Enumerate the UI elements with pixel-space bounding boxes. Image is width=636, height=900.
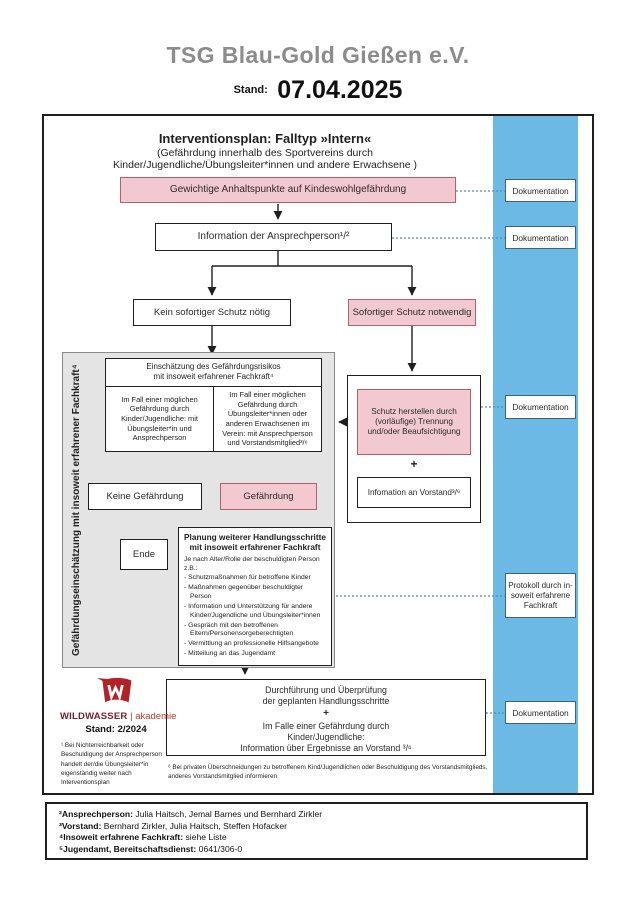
footer-label: ⁴Insoweit erfahrene Fachkraft:	[59, 832, 184, 842]
planung-item: - Maßnahmen gegenüber beschuldigter Person	[184, 584, 304, 601]
node-planung	[178, 527, 332, 666]
footer-line-vorstand	[59, 821, 574, 833]
node-ende: Ende	[120, 539, 168, 570]
footer-text: Bernhard Zirkler, Julia Haitsch, Steffen Hofacker	[101, 820, 287, 831]
wildwasser-logo-text	[60, 711, 177, 722]
node-schutz-herstellen: Schutz herstellen durch (vorläufige) Trennung und/oder Beaufsichtigung	[357, 389, 471, 455]
footer-label: ²Ansprechperson:	[59, 809, 134, 819]
dokumentation-box-3: Dokumentation	[505, 395, 576, 419]
logo-product: akademie	[135, 711, 177, 722]
planung-item: - Schutzmaßnahmen für betroffene Kinder	[184, 574, 311, 582]
wildwasser-logo	[60, 676, 177, 735]
risk-assessment-table	[105, 358, 322, 452]
flowchart-subtitle-line2: Kinder/Jugendliche/Übungsleiter*innen und andere Erwachsene )	[112, 159, 418, 171]
node-gefaehrdung: Gefährdung	[220, 483, 317, 510]
plus-sign: +	[410, 457, 418, 471]
dokumentation-box-4: Dokumentation	[505, 701, 576, 724]
logo-divider: |	[130, 711, 133, 722]
risk-cell-kinder: Im Fall einer möglichen Gefährdung durch Kinder/Jugendliche: mit Übungsleiter*in und Ansprechperson	[106, 387, 214, 451]
durchfuehrung-line2: der geplanten Handlungsschritte	[262, 695, 390, 706]
risk-header-line2: mit insoweit erfahrener Fachkraft⁴	[153, 372, 274, 382]
planung-intro: Je nach Alter/Rolle der beschuldigten Person z.B.:	[184, 555, 320, 572]
plus-sign: +	[323, 707, 329, 719]
durchfuehrung-line5: Information über Ergebnisse an Vorstand ³/⁶	[240, 743, 412, 754]
footer-text: siehe Liste	[183, 832, 227, 842]
protokoll-box: Protokoll durch in-soweit erfahrene Fachkraft	[505, 573, 576, 618]
flowchart-title: Interventionsplan: Falltyp »Intern«	[158, 131, 372, 146]
risk-table-body	[106, 387, 321, 451]
footnote-1: ¹ Bei Nichterreichbarkeit oder Beschuldigung der Ansprechperson handelt der/die Übungsleiter*in eigenständig weiter nach Interventionsplan	[61, 742, 162, 787]
node-kein-sofortiger-schutz: Kein sofortiger Schutz nötig	[133, 299, 291, 326]
stand-line	[0, 76, 636, 105]
flowchart-subtitle-line1: (Gefährdung innerhalb des Sportvereins durch	[157, 147, 373, 159]
footer-line-ansprechperson	[59, 809, 574, 821]
planung-item: - Vermittlung an professionelle Hilfsangebote	[184, 640, 319, 648]
footer-line-jugendamt	[59, 844, 574, 856]
risk-panel-vertical-label: Gefährdungseinschätzung mit insoweit erfahrener Fachkraft⁴	[71, 364, 82, 656]
footer-label: ³Vorstand:	[59, 820, 102, 831]
durchfuehrung-line4: Kinder/Jugendliche:	[287, 732, 365, 743]
documentation-column	[493, 116, 578, 793]
durchfuehrung-line1: Durchführung und Überprüfung	[265, 685, 387, 695]
footnote-6: ⁶ Bei privaten Überschneidungen zu betroffenem Kind/Jugendlichen oder Beschuldigung des Vorstandsmitglieds, anderes Vorstandsmitglied informieren	[168, 764, 488, 781]
logo-brand: WILDWASSER	[60, 711, 128, 722]
durchfuehrung-line3: Im Falle einer Gefährdung durch	[262, 721, 390, 732]
stand-label: Stand:	[233, 84, 268, 96]
planung-title-line2: mit insoweit erfahrener Fachkraft	[189, 542, 321, 553]
planung-item: - Gespräch mit den betroffenen Eltern/Personensorgeberechtigten	[184, 621, 294, 638]
footer-label: ⁵Jugendamt, Bereitschaftsdienst:	[59, 843, 197, 854]
stand-date: 07.04.2025	[277, 76, 403, 104]
node-anhaltspunkte: Gewichtige Anhaltspunkte auf Kindeswohlgefährdung	[120, 177, 456, 203]
footer-text: 0641/306-0	[196, 843, 243, 854]
risk-cell-uebungsleiter: Im Fall einer möglichen Gefährdung durch Übungsleiter*innen oder anderen Erwachsenen im Verein: mit Ansprechperson und Vorstandsmitglied³/⁶	[222, 390, 313, 448]
risk-header-line1: Einschätzung des Gefährdungsrisikos	[146, 362, 281, 371]
wildwasser-logo-icon	[96, 676, 136, 705]
node-information-vorstand: Infomation an Vorstand³/⁶	[357, 477, 471, 508]
logo-stand: Stand: 2/2024	[85, 724, 147, 735]
node-durchfuehrung	[166, 679, 486, 756]
node-keine-gefaehrdung: Keine Gefährdung	[88, 483, 202, 510]
risk-table-header	[106, 359, 321, 387]
planung-item: - Information und Unterstützung für andere Kinder/Jugendliche und Übungsleiter*innen	[184, 602, 321, 619]
contacts-footer-box	[45, 802, 588, 860]
planung-title-line1: Planung weiterer Handlungsschritte	[184, 532, 326, 542]
dokumentation-box-2: Dokumentation	[505, 226, 576, 249]
node-sofortiger-schutz: Sofortiger Schutz notwendig	[348, 299, 476, 326]
planung-title	[184, 532, 326, 553]
footer-text: Julia Haitsch, Jemal Barnes und Bernhard Zirkler	[133, 809, 323, 819]
planung-item: - Mitteilung an das Jugendamt	[184, 650, 276, 657]
dokumentation-box-1: Dokumentation	[505, 179, 576, 202]
page-title: TSG Blau-Gold Gießen e.V.	[166, 42, 470, 68]
node-information-ansprechperson: Information der Ansprechperson¹/²	[155, 223, 392, 251]
footer-line-fachkraft	[59, 832, 574, 844]
